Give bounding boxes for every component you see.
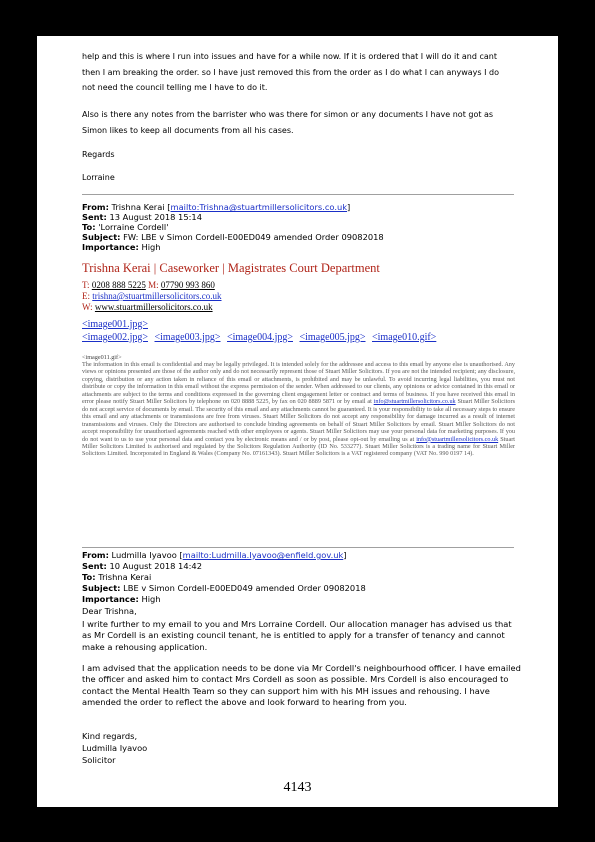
- signature-email-link[interactable]: trishna@stuartmillersolicitors.co.uk: [92, 291, 222, 301]
- from-email-link[interactable]: mailto:Trishna@stuartmillersolicitors.co.uk: [170, 202, 348, 212]
- importance-value: High: [141, 242, 161, 252]
- email-to-line: [82, 222, 522, 232]
- divider: [82, 547, 514, 548]
- disclaimer-text: Stuart Miller Solicitors Limited is authorised and regulated by the Solicitors Regulation Authority (ID No. 533277). Stuart Miller Solicitors is a trading name for Stuart Miller Solicitors Limited. Incorporated in England & Wales (Company No. 07161343). Stuart Miller Solicitors is a VAT registered company (VAT No. 990 0197 14).: [82, 435, 515, 458]
- image-links-row-1: [82, 319, 152, 331]
- from-label: From:: [82, 202, 109, 212]
- disclaimer-email-link[interactable]: info@stuartmillersolicitors.co.uk: [373, 398, 456, 406]
- subject-value: LBE v Simon Cordell-E00ED049 amended Order 09082018: [123, 583, 366, 593]
- image-placeholder-label: <image011.gif>: [82, 354, 122, 361]
- web-label: W:: [82, 302, 93, 312]
- page-number: 4143: [283, 780, 312, 795]
- from-value: Trishna Kerai [: [111, 202, 171, 212]
- body-paragraph: Also is there any notes from the barrister who was there for simon or any documents I have not got as Simon likes to keep all documents from all his cases.: [82, 110, 494, 135]
- sent-value: 13 August 2018 15:14: [109, 212, 202, 222]
- to-value: 'Lorraine Cordell': [98, 222, 169, 232]
- image-attachment-link[interactable]: <image003.jpg>: [154, 332, 221, 343]
- signature-phone-line: [82, 280, 215, 291]
- body-paragraph: I am advised that the application needs to be done via Mr Cordell's neighbourhood officer. I have emailed the officer and asked him to contact Mrs Cordell as soon as possible. Mrs Cordell is also encouraged to contact the Mental Health Team so they can support him with his MH issues and rehousing. I have amended the order to reflect the above and look forward to hearing from you.: [82, 663, 521, 707]
- document-page: [37, 36, 558, 807]
- disclaimer-text: The information in this email is confidential and may be legally privileged. It is intended solely for the addressee and access to this email by anyone else is unauthorised. Any views or opinions presented are those of the author only and do not necessarily represent those of Stuart Miller Solicitors. If you are not the intended recipient; any disclosure, copying, distribution or any action taken in reliance of this email or attachments, is prohibited and may be unlawful. To avoid incurring legal liabilities, you must not distribute or copy the information in this email without the express permission of the sender. When addressed to our clients, any opinions or advice contained in this email or attachments are subject to the terms and conditions expressed in the governing client engagement letter or contract and terms of business. If you have received this email in error please notify Stuart Miller Solicitors by telephone on 020 8888 5225, by fax on 020 8889 5871 or by email at: [82, 361, 515, 406]
- regards-text: Regards: [82, 150, 115, 159]
- signature-email-line: [82, 291, 222, 302]
- sender-name: Lorraine: [82, 173, 115, 182]
- importance-label: Importance:: [82, 242, 139, 252]
- disclaimer-email-link[interactable]: info@stuartmillersolicitors.co.uk: [416, 435, 499, 443]
- image-attachment-link[interactable]: <image002.jpg>: [82, 332, 148, 343]
- email-from-line: [82, 550, 522, 560]
- importance-value: High: [141, 594, 161, 604]
- image-attachment-link[interactable]: <image001.jpg>: [82, 319, 148, 330]
- subject-label: Subject:: [82, 232, 121, 242]
- divider: [82, 194, 514, 195]
- to-label: To:: [82, 222, 96, 232]
- phone-label: T:: [82, 280, 90, 290]
- importance-label: Importance:: [82, 594, 139, 604]
- subject-label: Subject:: [82, 583, 121, 593]
- email-greeting: Dear Trishna,: [82, 606, 137, 616]
- signature-web-link[interactable]: www.stuartmillersolicitors.co.uk: [94, 302, 213, 312]
- signature-name-line: Trishna Kerai | Caseworker | Magistrates Court Department: [82, 261, 380, 275]
- email-subject-line: [82, 232, 522, 242]
- sender-name: Ludmilla Iyavoo: [82, 743, 148, 753]
- email-from-line: [82, 202, 522, 212]
- email-importance-line: [82, 594, 522, 604]
- sent-label: Sent:: [82, 561, 107, 571]
- image-attachment-link[interactable]: <image005.jpg>: [299, 332, 366, 343]
- body-paragraph: help and this is where I run into issues and have for a while now. If it is ordered that I will do it and cant then I am breaking the order. so I have just removed this from the order as I do what I can anyways I do not need the council telling me I have to do it.: [82, 52, 499, 92]
- closing-text: Kind regards,: [82, 731, 138, 741]
- email-to-line: [82, 572, 522, 582]
- phone-value[interactable]: 0208 888 5225: [91, 280, 146, 290]
- signature-web-line: [82, 302, 213, 313]
- body-paragraph: I write further to my email to you and Mrs Lorraine Cordell. Our allocation manager has advised us that as Mr Cordell is an existing council tenant, he is entitled to apply for a transfer of tenancy and cannot make a rehousing application.: [82, 619, 512, 652]
- mobile-value[interactable]: 07790 993 860: [160, 280, 215, 290]
- sender-title: Solicitor: [82, 755, 116, 765]
- email-subject-line: [82, 583, 522, 593]
- from-bracket: ]: [347, 202, 351, 212]
- image-attachment-link[interactable]: <image004.jpg>: [227, 332, 293, 343]
- to-label: To:: [82, 572, 96, 582]
- legal-disclaimer: [82, 361, 515, 458]
- image-links-row-2: [82, 332, 440, 344]
- disclaimer-text: Stuart Miller Solicitors do not accept service of documents by email. The security of this email and any attachments cannot be guaranteed. It is your responsibility to take all necessary steps to ensure this email and any attachments or transmissions are free from viruses. Stuart Miller Solicitors do not accept any responsibility for damage incurred as a result of internet transmissions and viruses. Only the Directors are authorised to conclude binding agreements on behalf of Stuart Miller Solicitors by email. Stuart Miller Solicitors do not accept responsibility for unauthorised agreements reached with other employees or agents. Stuart Miller Solicitors may use your personal data for marketing purposes. If you do not want to us to use your personal data and contact you by electronic means and / or by post, please opt-out by emailing us at: [82, 398, 515, 443]
- image-attachment-link[interactable]: <image010.gif>: [372, 332, 437, 343]
- mobile-label: M:: [148, 280, 159, 290]
- email-sent-line: [82, 212, 522, 222]
- email-label: E:: [82, 291, 90, 301]
- from-bracket: ]: [343, 550, 347, 560]
- from-value: Ludmilla Iyavoo [: [111, 550, 183, 560]
- from-label: From:: [82, 550, 109, 560]
- subject-value: FW: LBE v Simon Cordell-E00ED049 amended Order 09082018: [123, 232, 384, 242]
- to-value: Trishna Kerai: [98, 572, 152, 582]
- from-email-link[interactable]: mailto:Ludmilla.Iyavoo@enfield.gov.uk: [182, 550, 344, 560]
- sent-label: Sent:: [82, 212, 107, 222]
- sent-value: 10 August 2018 14:42: [109, 561, 202, 571]
- email-importance-line: [82, 242, 522, 252]
- email-sent-line: [82, 561, 522, 571]
